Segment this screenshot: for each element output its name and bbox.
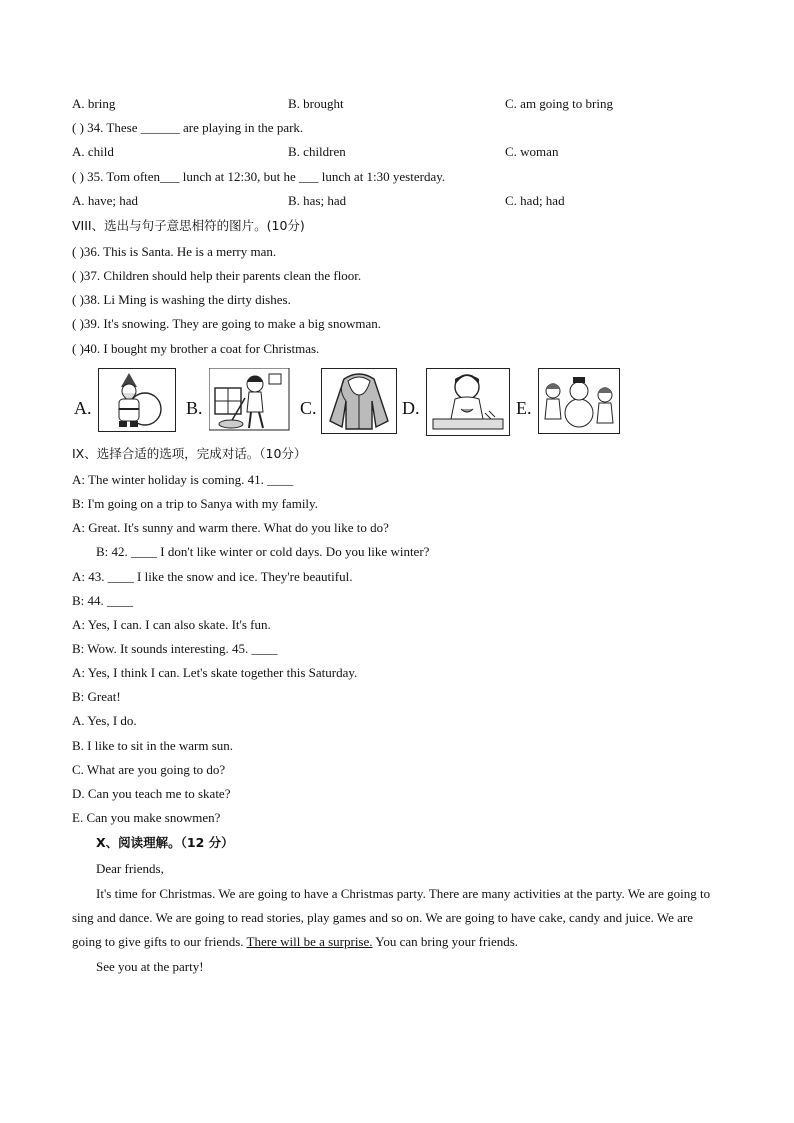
picture-label-b: B. [186,398,203,418]
dialog-line-8: B: Wow. It sounds interesting. 45. ____ [72,641,278,656]
q35-option-b: B. has; had [288,193,347,208]
picture-label-d: D. [402,398,420,418]
snowman-icon [538,368,620,434]
option-a: A. Yes, I do. [72,713,137,728]
picture-label-e: E. [516,398,532,418]
letter-body-text: It's time for Christmas. We are going to have a Christmas party. There are many activities at the party. We are going to sing and dance. We are going to read stories, play games and so on. We are going to have cake, candy and juice. We are going to give gifts to our friends. [72,886,711,949]
question-37: ( )37. Children should help their parents clean the floor. [72,268,362,283]
letter-body [72,882,724,954]
letter-closing: See you at the party! [96,959,204,974]
dialog-line-4: B: 42. ____ I don't like winter or cold days. Do you like winter? [96,544,430,559]
question-36: ( )36. This is Santa. He is a merry man. [72,244,277,259]
option-b: B. I like to sit in the warm sun. [72,738,234,753]
coat-icon [321,368,397,434]
option-c: C. What are you going to do? [72,762,226,777]
question-38: ( )38. Li Ming is washing the dirty dishes. [72,292,291,307]
dialog-line-10: B: Great! [72,689,121,704]
washing-dishes-icon [426,368,510,436]
picture-options [72,366,632,438]
q34-option-b: B. children [288,144,346,159]
letter-body-end: You can bring your friends. [372,934,519,949]
q35-option-a: A. have; had [72,193,139,208]
q35-question: ( ) 35. Tom often___ lunch at 12:30, but he ___ lunch at 1:30 yesterday. [72,169,446,184]
q33-option-b: B. brought [288,96,344,111]
q33-option-a: A. bring [72,96,116,111]
dialog-line-3: A: Great. It's sunny and warm there. What do you like to do? [72,520,389,535]
q33-option-c: C. am going to bring [505,96,613,111]
picture-label-a: A. [74,398,92,418]
question-40: ( )40. I bought my brother a coat for Christmas. [72,341,320,356]
q34-option-c: C. woman [505,144,559,159]
option-d: D. Can you teach me to skate? [72,786,231,801]
dialog-line-6: B: 44. ____ [72,593,134,608]
section-8-title: VIII、选出与句子意思相符的图片。(10分) [72,218,305,233]
section-9-title: IX、选择合适的选项，完成对话。（10分） [72,446,307,461]
dialog-line-5: A: 43. ____ I like the snow and ice. They're beautiful. [72,569,353,584]
q34-option-a: A. child [72,144,114,159]
letter-greeting: Dear friends, [96,861,164,876]
dialog-line-2: B: I'm going on a trip to Sanya with my family. [72,496,318,511]
question-39: ( )39. It's snowing. They are going to make a big snowman. [72,316,381,331]
picture-label-c: C. [300,398,317,418]
q35-option-c: C. had; had [505,193,565,208]
cleaning-floor-icon [209,368,289,432]
santa-icon [98,368,176,432]
q34-question: ( ) 34. These ______ are playing in the park. [72,120,304,135]
option-e: E. Can you make snowmen? [72,810,221,825]
dialog-line-1: A: The winter holiday is coming. 41. ____ [72,472,294,487]
dialog-line-9: A: Yes, I think I can. Let's skate together this Saturday. [72,665,358,680]
section-10-title: X、阅读理解。（12 分） [96,835,234,850]
underlined-sentence: There will be a surprise. [246,934,373,949]
dialog-line-7: A: Yes, I can. I can also skate. It's fun. [72,617,271,632]
